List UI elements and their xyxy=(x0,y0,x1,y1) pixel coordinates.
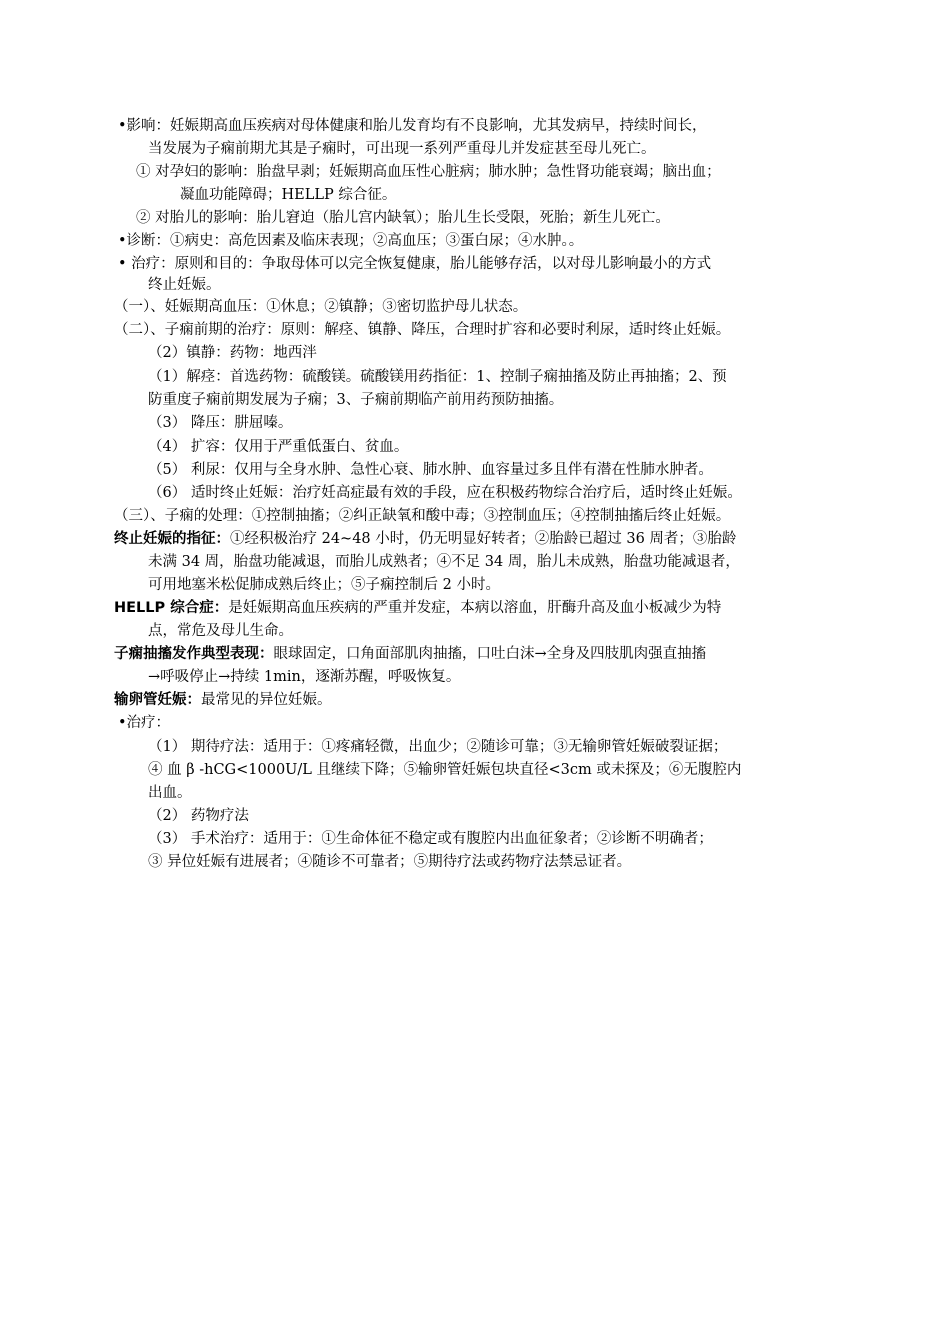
treatment-bp: （3） 降压：肼屈嗪。 xyxy=(148,415,293,431)
ectopic-drug: （2） 药物疗法 xyxy=(148,808,249,824)
ectopic-surgery-line2: ③ 异位妊娠有进展者；④随诊不可靠者；⑤期待疗法或药物疗法禁忌证者。 xyxy=(148,854,632,870)
ectopic-text: 最常见的异位妊娠。 xyxy=(201,692,332,708)
termination-line2: 未满 34 周，胎盘功能减退，而胎儿成熟者；④不足 34 周，胎儿未成熟，胎盘功能减退者， xyxy=(148,554,740,570)
treatment-sedation: （2）镇静：药物：地西泮 xyxy=(148,345,317,361)
hellp-text1: 是妊娠期高血压疾病的严重并发症，本病以溶血，肝酶升高及血小板减少为特 xyxy=(228,600,722,616)
diagnosis: •诊断：①病史：高危因素及临床表现；②高血压；③蛋白尿；④水肿。。 xyxy=(118,233,584,249)
influence-fetus: ② 对胎儿的影响：胎儿窘迫（胎儿宫内缺氧）；胎儿生长受限，死胎；新生儿死亡。 xyxy=(136,210,670,226)
hellp-line1 xyxy=(114,598,721,618)
treatment-section-3: （三）、子痫的处理：①控制抽搐；②纠正缺氧和酸中毒；③控制血压；④控制抽搐后终止妊娠。 xyxy=(114,508,731,524)
treatment-termination: （6） 适时终止妊娠：治疗妊高症最有效的手段，应在积极药物综合治疗后，适时终止妊娠。 xyxy=(148,485,742,501)
treatment-section-1: （一）、妊娠期高血压：①休息；②镇静；③密切监护母儿状态。 xyxy=(114,299,528,315)
treatment-section-2: （二）、子痫前期的治疗：原则：解痉、镇静、降压，合理时扩容和必要时利尿，适时终止妊娠。 xyxy=(114,322,731,338)
seizure-label: 子痫抽搐发作典型表现： xyxy=(114,646,274,662)
hellp-line2: 点，常危及母儿生命。 xyxy=(148,623,293,639)
influence-mother-line2: 凝血功能障碍；HELLP 综合征。 xyxy=(180,187,397,203)
ectopic-surgery-line1: （3） 手术治疗：适用于：①生命体征不稳定或有腹腔内出血征象者；②诊断不明确者； xyxy=(148,831,713,847)
influence-title: •影响：妊娠期高血压疾病对母体健康和胎儿发育均有不良影响，尤其发病早，持续时间长， xyxy=(118,118,707,134)
termination-line1 xyxy=(114,529,736,549)
termination-label: 终止妊娠的指征： xyxy=(114,531,230,547)
influence-mother-line1: ① 对孕妇的影响：胎盘早剥；妊娠期高血压性心脏病；肺水肿；急性肾功能衰竭；脑出血； xyxy=(136,164,721,180)
treatment-diuresis: （5） 利尿：仅用与全身水肿、急性心衰、肺水肿、血容量过多且伴有潜在性肺水肿者。 xyxy=(148,462,713,478)
influence-continuation: 当发展为子痫前期尤其是子痫时，可出现一系列严重母儿并发症甚至母儿死亡。 xyxy=(148,141,656,157)
hellp-label: HELLP 综合症： xyxy=(114,600,229,616)
ectopic-treatment-title: •治疗： xyxy=(118,715,171,731)
treatment-spasm-line1: （1）解痉：首选药物：硫酸镁。硫酸镁用药指征：1、控制子痫抽搐及防止再抽搐；2、预 xyxy=(148,369,727,385)
treatment-line2: 终止妊娠。 xyxy=(148,277,221,293)
seizure-line1 xyxy=(114,644,706,664)
ectopic-line xyxy=(114,690,332,710)
seizure-text1: 眼球固定，口角面部肌肉抽搐，口吐白沫→全身及四肢肌肉强直抽搐 xyxy=(273,646,707,662)
ectopic-expectant-line3: 出血。 xyxy=(148,785,192,801)
treatment-expansion: （4） 扩容：仅用于严重低蛋白、贫血。 xyxy=(148,439,409,455)
ectopic-expectant-line1: （1） 期待疗法：适用于：①疼痛轻微，出血少；②随诊可靠；③无输卵管妊娠破裂证据； xyxy=(148,739,728,755)
treatment-spasm-line2: 防重度子痫前期发展为子痫；3、子痫前期临产前用药预防抽搐。 xyxy=(148,392,564,408)
termination-text1: ①经积极治疗 24~48 小时，仍无明显好转者；②胎龄已超过 36 周者；③胎龄 xyxy=(230,531,737,547)
seizure-line2: →呼吸停止→持续 1min，逐渐苏醒，呼吸恢复。 xyxy=(148,669,461,685)
ectopic-expectant-line2: ④ 血 β -hCG<1000U/L 且继续下降；⑤输卵管妊娠包块直径<3cm 或未探及；⑥无腹腔内 xyxy=(148,762,742,778)
termination-line3: 可用地塞米松促肺成熟后终止；⑤子痫控制后 2 小时。 xyxy=(148,577,500,593)
ectopic-label: 输卵管妊娠： xyxy=(114,692,201,708)
treatment-line1: • 治疗：原则和目的：争取母体可以完全恢复健康，胎儿能够存活，以对母儿影响最小的方式 xyxy=(118,256,712,272)
